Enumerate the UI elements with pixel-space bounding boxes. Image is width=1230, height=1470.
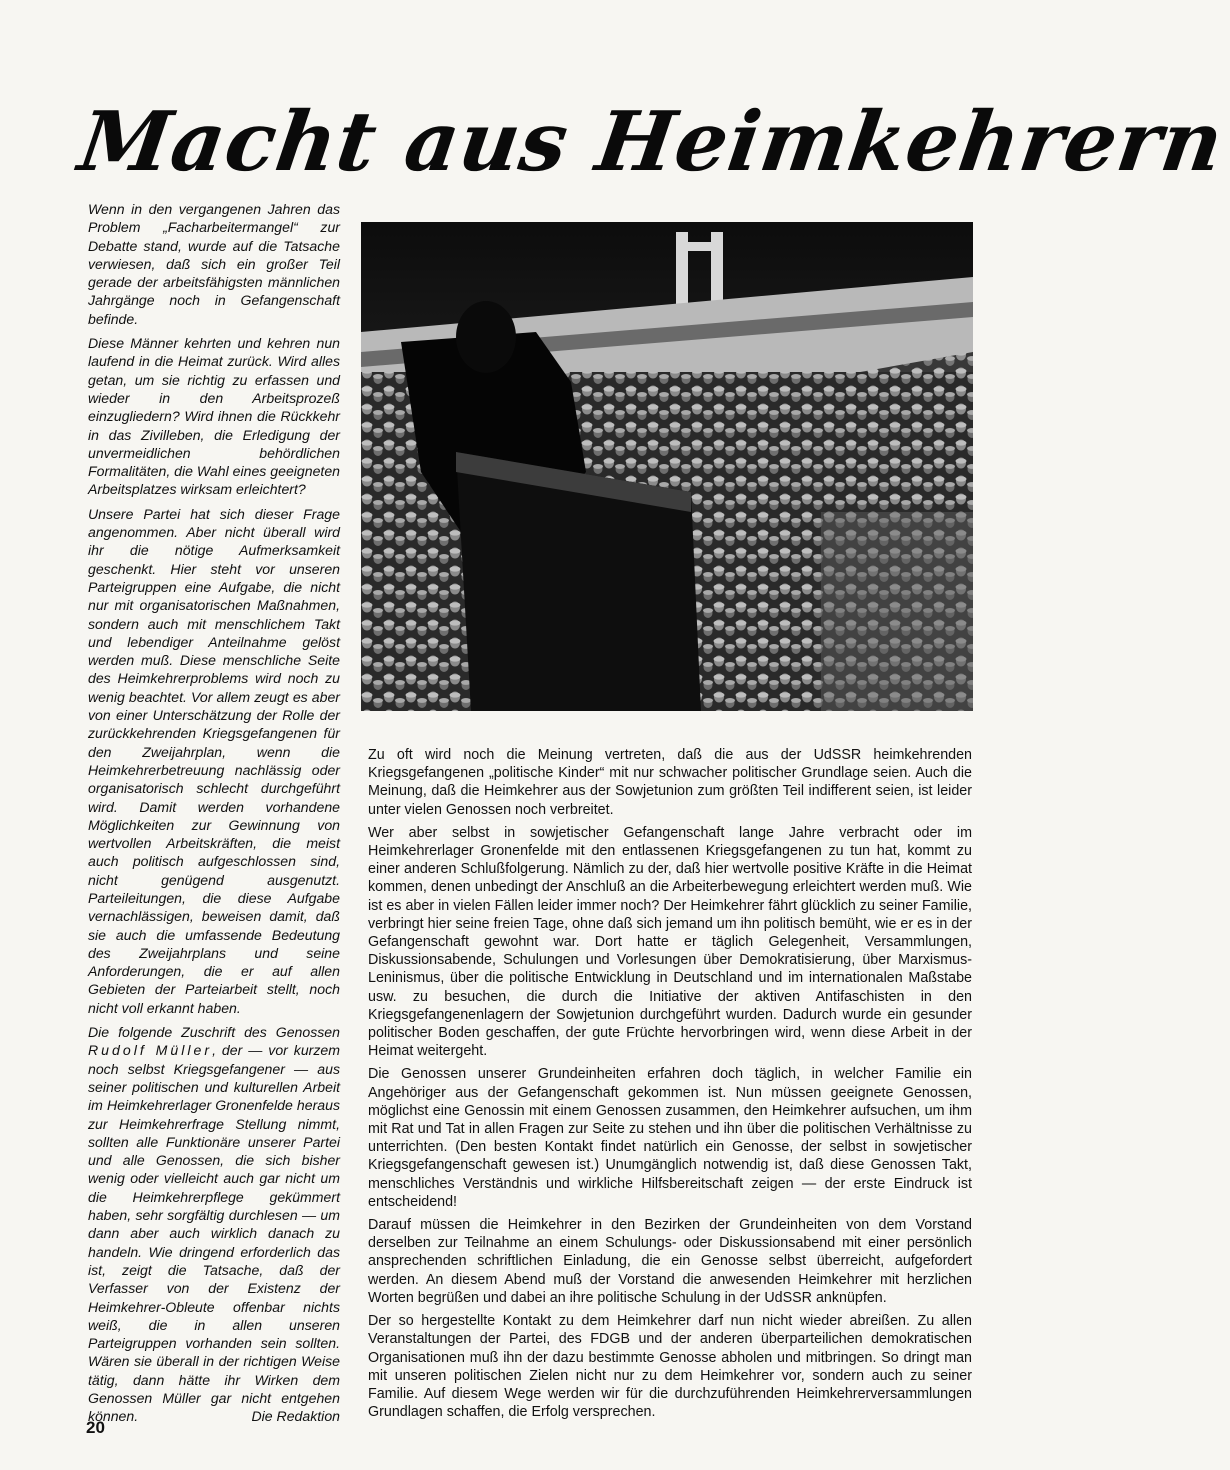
right-column bbox=[368, 746, 972, 1426]
left-paragraph-3: Unsere Partei hat sich dieser Frage angenommen. Aber nicht überall wird ihr die nötige Aufmerksamkeit geschenkt. Hier steht vor unseren Parteigruppen eine Aufgabe, die nicht nur mit organisatorischen Maßnahmen, sondern auch mit menschlichem Takt und lebendiger Anteilnahme gelöst werden muß. Diese menschliche Seite des Heimkehrerproblems wird noch zu wenig beachtet. Vor allem zeugt es aber von einer Unterschätzung der Rolle der zurückkehrenden Kriegsgefangenen für den Zweijahrplan, wenn die Heimkehrerbetreuung nachlässig oder organisatorisch schlecht durchgeführt wird. Damit werden vorhandene Möglichkeiten zur Gewinnung von wertvollen Arbeitskräften, die meist auch politisch aufgeschlossen sind, nicht genügend ausgenutzt. Parteileitungen, die diese Aufgabe vernachlässigen, beweisen damit, daß sie auch die umfassende Bedeutung des Zweijahrplans und seine Anforderungen, die er auf allen Gebieten der Parteiarbeit stellt, noch nicht voll erkannt haben. bbox=[88, 505, 340, 1016]
right-paragraph-3: Die Genossen unserer Grundeinheiten erfahren doch täglich, in welcher Familie ein Angehöriger aus der Gefangenschaft gekommen ist. Nun müssen geeignete Genossen, möglichst eine Genossin mit einem Genossen zusammen, den Heimkehrer aufsuchen, um ihm mit Rat und Tat in allen Fragen zur Seite zu stehen und ihn über die politischen Verhältnisse zu unterrichten. (Den besten Kontakt findet natürlich ein Genosse, der selbst in sowjetischer Kriegsgefangenschaft gewesen ist.) Unumgänglich notwendig ist, daß diese Genossen Takt, menschliches Verständnis und wirkliche Hilfsbereitschaft zeigen — der erste Eindruck ist entscheidend! bbox=[368, 1066, 972, 1210]
editorial-signature: Die Redaktion bbox=[251, 1408, 340, 1425]
right-paragraph-4: Darauf müssen die Heimkehrer in den Bezirken der Grundeinheiten von dem Vorstand derselben zur Teilnahme an einem Schulungs- oder Diskussionsabend mit einer persönlich ansprechenden schriftlichen Einladung, die ein Genosse selbst überreicht, aufgefordert werden. An diesem Abend muß der Vorstand die anwesenden Heimkehrer mit herzlichen Worten begrüßen und dabei an ihre politische Schulung in der UdSSR anknüpfen. bbox=[368, 1217, 972, 1306]
left-paragraph-4-rest: , der — vor kurzem noch selbst Kriegsgefangener — aus seiner politischen und kulturellen Arbeit im Heimkehrerlager Gronenfelde heraus zur Heimkehrerfrage Stellung nimmt, sollten alle Funktionäre unserer Partei und alle Genossen, die sich bisher wenig oder vielleicht auch gar nicht um die Heimkehrerpflege gekümmert haben, sehr sorgfältig durchlesen — um dann aber auch wirklich danach zu handeln. Wie dringend erforderlich das ist, zeigt die Tatsache, daß der Verfasser von der Existenz der Heimkehrer-Obleute offenbar nichts weiß, die in allen unseren Parteigruppen vorhanden sein sollten. Wären sie überall in der richtigen Weise tätig, dann hätte ihr Wirken dem Genossen Müller gar nicht entgehen können. bbox=[88, 1042, 340, 1425]
left-paragraph-2: Diese Männer kehrten und kehren nun laufend in die Heimat zurück. Wird alles getan, um sie richtig zu erfassen und wieder in den Arbeitsprozeß einzugliedern? Wird ihnen die Rückkehr in das Zivilleben, die Erledigung der unvermeidlichen behördlichen Formalitäten, die Wahl eines geeigneten Arbeitsplatzes wirksam erleichtert? bbox=[88, 335, 341, 498]
right-paragraph-2: Wer aber selbst in sowjetischer Gefangenschaft lange Jahre verbracht oder im Heimkehrerlager Gronenfelde mit den entlassenen Kriegsgefangenen zu tun hat, kommt zu einer anderen Schlußfolgerung. Nämlich zu der, daß hier wertvolle positive Kräfte in die Heimat kommen, denen unbedingt der Anschluß an die Arbeiterbewegung erleichtert werden muß. Wie ist es aber in vielen Fällen leider immer noch? Der Heimkehrer fährt glücklich zu seiner Familie, verbringt hier seine freien Tage, ohne daß sich jemand um ihn politisch bemüht, wie er es in der Gefangenschaft gewohnt war. Dort hatte er täglich Gelegenheit, Versammlungen, Diskussionsabende, Schulungen und Vorlesungen über Demokratisierung, über Marxismus-Leninismus, über die politische Entwicklung in Deutschland und im internationalen Maßstabe usw. zu besuchen, die durch die Initiative der aktiven Antifaschisten in den Kriegsgefangenenlagern der Sowjetunion durchgeführt wurden. Dadurch wurde ein gesunder politischer Boden geschaffen, der gute Früchte hervorbringen wird, wenn diese Arbeit in der Heimat weitergeht. bbox=[368, 824, 972, 1060]
left-paragraph-1: Wenn in den vergangenen Jahren das Problem „Facharbeitermangel“ zur Debatte stand, wurde auf die Tatsache verwiesen, daß sich ein großer Teil gerade der arbeitsfähigsten männlichen Jahrgänge noch in Gefangenschaft befinde. bbox=[88, 201, 340, 327]
left-paragraph-4 bbox=[88, 1023, 340, 1426]
left-paragraph-4-start: Die folgende Zuschrift des Genossen bbox=[88, 1024, 340, 1041]
right-paragraph-5: Der so hergestellte Kontakt zu dem Heimkehrer darf nun nicht wieder abreißen. Zu allen Veranstaltungen der Partei, des FDGB und der anderen überparteilichen demokratischen Organisationen muß ihn der dazu bestimmte Genosse abholen und mitbringen. So dringt man mit unseren politischen Zielen nicht nur zu dem Heimkehrer vor, sondern auch zu seiner Familie. Auf diesem Wege werden wir für die durchzuführenden Heimkehrerversammlungen Grundlagen schaffen, die Erfolg versprechen. bbox=[368, 1313, 972, 1421]
photo-crowd-rally-icon bbox=[361, 222, 973, 711]
headline: Macht aus Heimkehrern bbox=[73, 94, 1230, 190]
page-number: 20 bbox=[86, 1418, 105, 1437]
author-name: Rudolf Müller bbox=[88, 1042, 213, 1059]
right-paragraph-1: Zu oft wird noch die Meinung vertreten, daß die aus der UdSSR heimkehrenden Kriegsgefangenen „politische Kinder“ mit nur schwacher politischer Grundlage seien. Auch die Meinung, daß die Heimkehrer aus der Sowjetunion zum größten Teil indifferent seien, ist leider unter vielen Genossen noch verbreitet. bbox=[368, 747, 972, 818]
left-column bbox=[88, 200, 340, 1432]
rally-photo bbox=[361, 222, 973, 711]
